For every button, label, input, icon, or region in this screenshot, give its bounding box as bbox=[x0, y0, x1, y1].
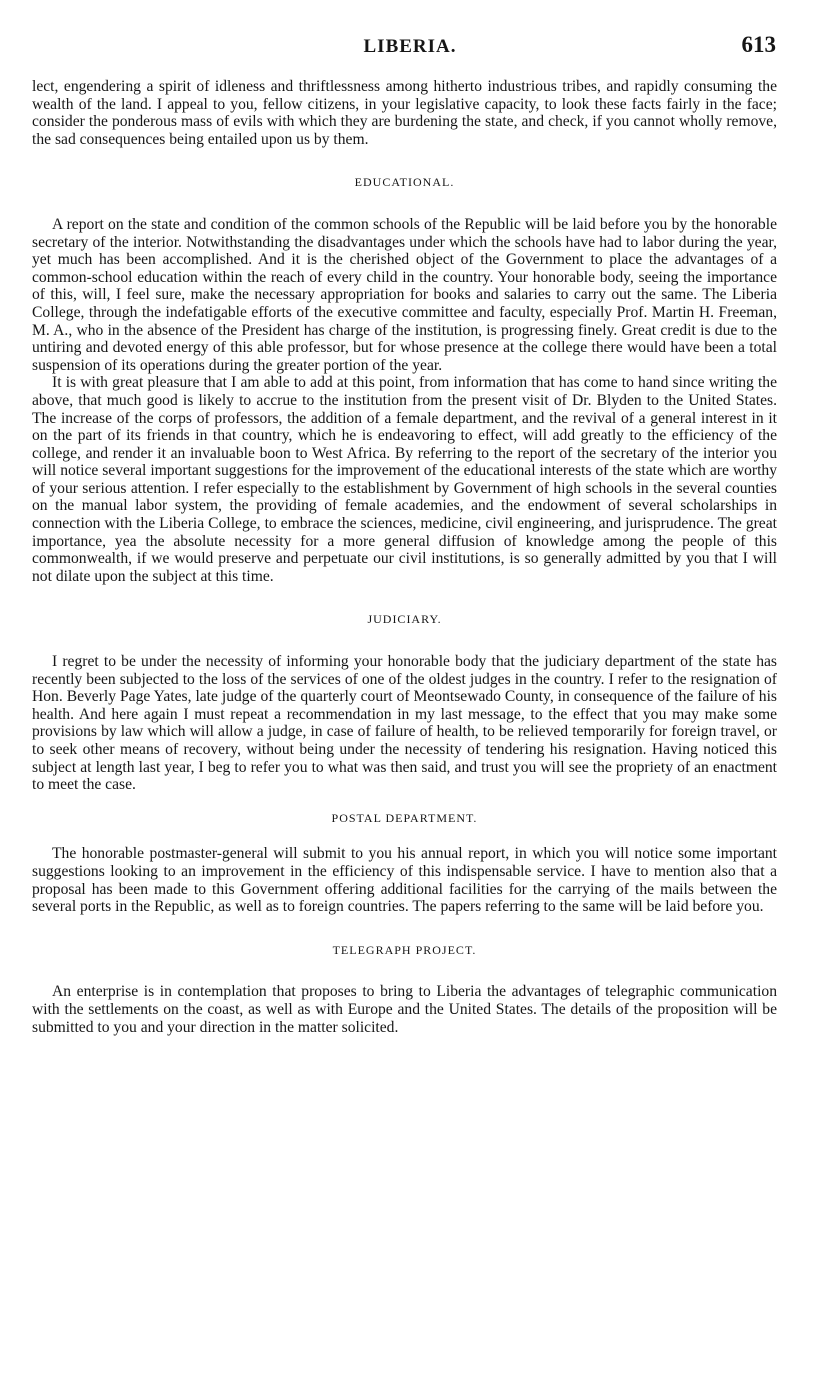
continued-paragraph: lect, engendering a spirit of idleness and thriftlessness among hitherto industrious tribes, and rapidly consuming the wealth of the land. I appeal to you, fellow citizens, in your legislative capacity, to look these facts fairly in the face; consider the ponderous mass of evils with which they are burdening the state, and check, if you cannot wholly remove, the sad consequences being entailed upon us by them. bbox=[32, 78, 777, 148]
section-heading-judiciary: JUDICIARY. bbox=[367, 612, 442, 627]
section-heading-telegraph-project: TELEGRAPH PROJECT. bbox=[332, 942, 477, 957]
paragraph: The honorable postmaster-general will submit to you his annual report, in which you will notice some important suggestions looking to an improvement in the efficiency of this indispensable service. I have to mention also that a proposal has been made to this Government offering additional facilities for the carrying of the mails between the several ports in the Republic, as well as to foreign countries. The papers referring to the same will be laid before you. bbox=[32, 845, 777, 916]
body-text bbox=[32, 78, 777, 1036]
section-heading-postal-department: POSTAL DEPARTMENT. bbox=[331, 810, 478, 825]
paragraph: I regret to be under the necessity of informing your honorable body that the judiciary department of the state has recently been subjected to the loss of the services of one of the oldest judges in the country. I refer to the resignation of Hon. Beverly Page Yates, late judge of the quarterly court of Meontsewado County, in consequence of the failure of his health. And here again I must repeat a recommendation in my last message, to the effect that you may make some provisions by law which will allow a judge, in case of failure of health, to be relieved temporarily for foreign travel, or to seek other means of recovery, without being under the necessity of tendering his resignation. Having noticed this subject at length last year, I beg to refer you to what was then said, and trust you will see the propriety of an enactment to meet the case. bbox=[32, 653, 777, 794]
section-heading-educational: EDUCATIONAL. bbox=[354, 175, 455, 190]
paragraph: It is with great pleasure that I am able to add at this point, from information that has come to hand since writing the above, that much good is likely to accrue to the institution from the present visit of Dr. Blyden to the United States. The increase of the corps of professors, the addition of a female department, and the revival of a general interest in it on the part of its friends in that country, which he is endeavoring to effect, will add greatly to the efficiency of the college, and render it an invaluable boon to West Africa. By referring to the report of the secretary of the interior you will notice several important suggestions for the improvement of the educational interests of the state which are worthy of your serious attention. I refer especially to the establishment by Government of high schools in the several counties on the manual labor system, the providing of female academies, and the endowment of several scholarships in connection with the Liberia College, to embrace the sciences, medicine, civil engineering, and jurisprudence. The great importance, yea the absolute necessity for a more general diffusion of knowledge among the people of this commonwealth, if we would preserve and perpetuate our civil institutions, is so generally admitted by you that I will not dilate upon the subject at this time. bbox=[32, 374, 777, 585]
page-number: 613 bbox=[741, 32, 776, 57]
running-header bbox=[0, 32, 820, 66]
paragraph: A report on the state and condition of the common schools of the Republic will be laid before you by the honorable secretary of the interior. Notwithstanding the disadvantages under which the schools have had to labor during the year, yet much has been accomplished. And it is the cherished object of the Government to place the advantages of a common-school education within the reach of every child in the country. Your honorable body, seeing the importance of this, will, I feel sure, make the necessary appropriation for books and salaries to carry out the same. The Liberia College, through the indefatigable efforts of the executive committee and faculty, especially Prof. Martin H. Freeman, M. A., who in the absence of the President has charge of the institution, is progressing finely. Great credit is due to the untiring and devoted energy of this able professor, but for whose presence at the college there would have been a total suspension of its operations during the greater portion of the year. bbox=[32, 215, 777, 374]
paragraph: An enterprise is in contemplation that proposes to bring to Liberia the advantages of telegraphic communication with the settlements on the coast, as well as with Europe and the United States. The details of the proposition will be submitted to you and your direction in the matter solicited. bbox=[32, 983, 777, 1036]
running-title: LIBERIA. bbox=[363, 36, 457, 57]
